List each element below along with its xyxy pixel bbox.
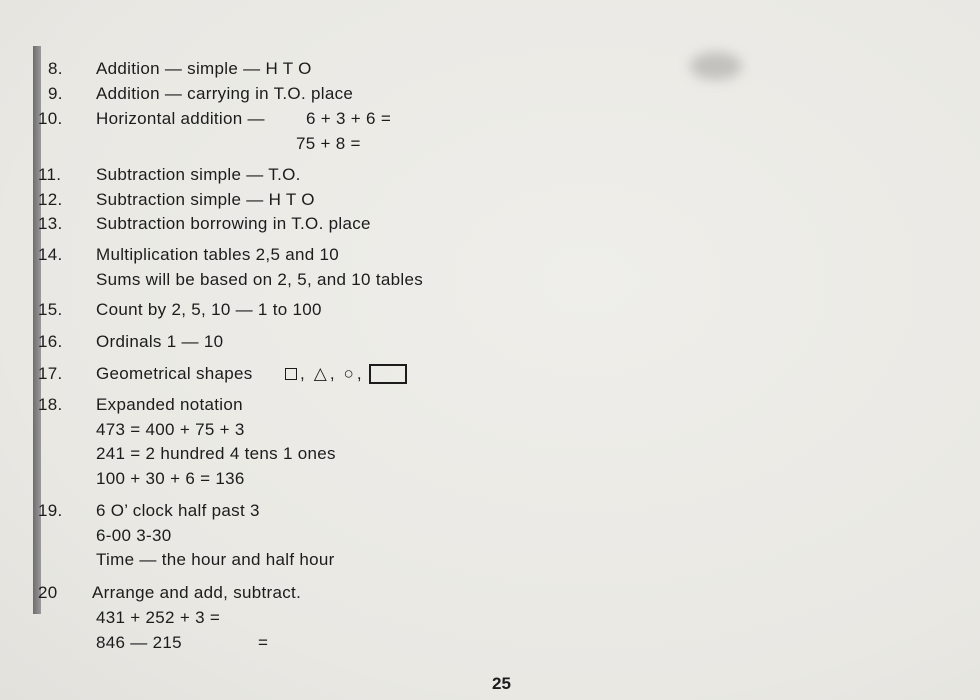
rectangle-icon	[369, 364, 407, 384]
item-equation: 6 + 3 + 6 =	[306, 109, 392, 128]
item-text: Sums will be based on 2, 5, and 10 tables	[96, 270, 423, 289]
item-text: 100 + 30 + 6 = 136	[96, 469, 245, 488]
item-text: Ordinals 1 — 10	[96, 332, 224, 351]
item-number: 14.	[38, 245, 63, 264]
item-text: Multiplication tables 2,5 and 10	[96, 245, 340, 264]
item-number: 15.	[38, 300, 63, 319]
shape-separator: ,	[329, 364, 335, 383]
item-text: 846 — 215	[96, 633, 182, 652]
item-text: 473 = 400 + 75 + 3	[96, 420, 245, 439]
item-number: 16.	[38, 332, 63, 351]
item-text: Subtraction simple — H T O	[96, 190, 315, 209]
shape-row	[285, 363, 407, 385]
shape-separator: ,	[300, 364, 305, 383]
page-number: 25	[492, 674, 511, 693]
item-number: 9.	[48, 84, 63, 103]
shape-separator: ,	[356, 364, 362, 383]
item-equals: =	[258, 633, 269, 652]
item-text: Subtraction borrowing in T.O. place	[96, 214, 371, 233]
triangle-icon: △	[313, 364, 327, 383]
item-number: 18.	[38, 395, 63, 414]
item-text: 241 = 2 hundred 4 tens 1 ones	[96, 444, 336, 463]
item-text: 431 + 252 + 3 =	[96, 608, 221, 627]
item-text: Geometrical shapes	[96, 364, 253, 383]
item-number: 10.	[38, 109, 63, 128]
item-text: Horizontal addition —	[96, 109, 265, 128]
item-number: 8.	[48, 59, 63, 78]
square-icon	[285, 368, 297, 380]
circle-icon: ○	[343, 364, 354, 383]
item-number: 11.	[38, 165, 62, 184]
item-number: 19.	[38, 501, 63, 520]
item-number: 12.	[38, 190, 63, 209]
item-text: Subtraction simple — T.O.	[96, 165, 301, 184]
item-number: 17.	[38, 364, 63, 383]
item-equation: 75 + 8 =	[296, 134, 361, 153]
item-text: Time — the hour and half hour	[96, 550, 335, 569]
margin-shading	[33, 46, 41, 614]
item-text: Arrange and add, subtract.	[92, 583, 302, 602]
item-text: Addition — simple — H T O	[96, 59, 312, 78]
ink-smudge	[690, 52, 742, 80]
item-text: Expanded notation	[96, 395, 243, 414]
item-number: 20	[38, 583, 58, 602]
item-text: 6-00 3-30	[96, 526, 172, 545]
item-text: 6 O’ clock half past 3	[96, 501, 260, 520]
item-text: Count by 2, 5, 10 — 1 to 100	[96, 300, 322, 319]
item-number: 13.	[38, 214, 63, 233]
item-text: Addition — carrying in T.O. place	[96, 84, 354, 103]
